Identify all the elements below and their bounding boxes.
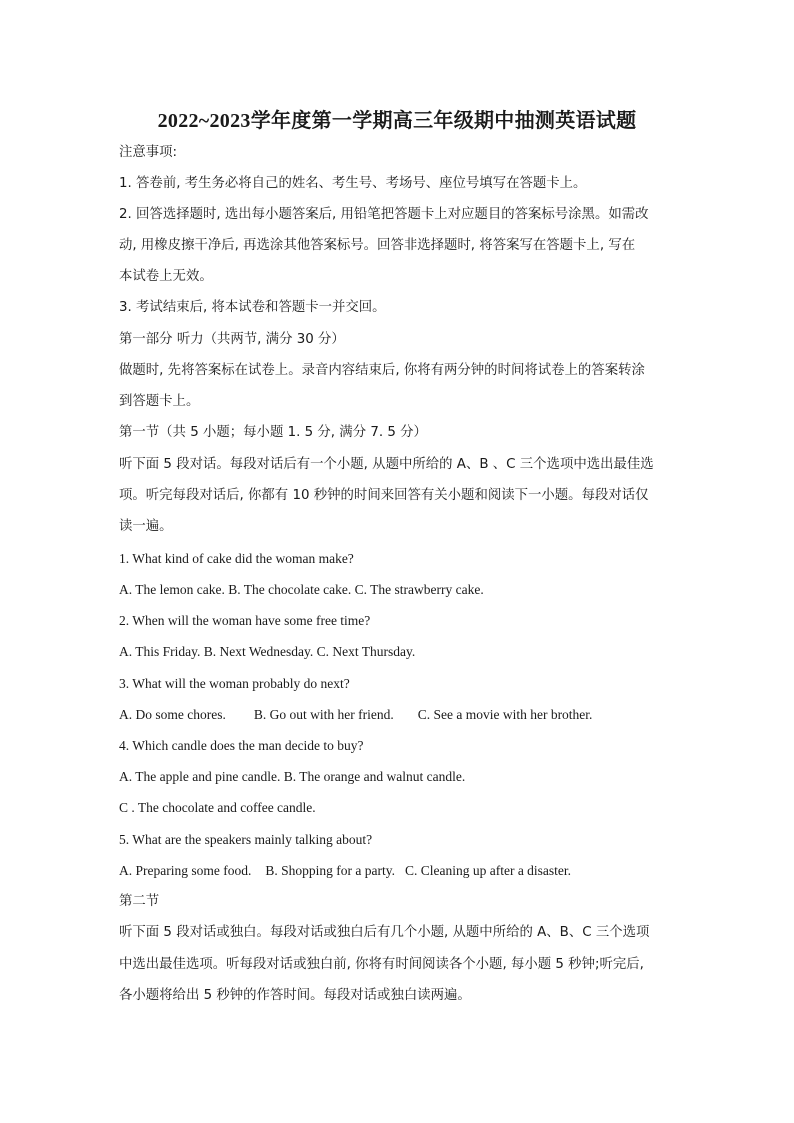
question-2: 2. When will the woman have some free time?: [119, 613, 371, 628]
question-3-option-c: C. See a movie with her brother.: [417, 707, 593, 722]
question-4: 4. Which candle does the man decide to buy?: [119, 738, 364, 753]
section2-intro-line-3: 各小题将给出 5 秒钟的作答时间。每段对话或独白读两遍。: [119, 988, 471, 1003]
page-title: 2022~2023学年度第一学期高三年级期中抽测英语试题: [157, 110, 637, 132]
question-4-options-line-1: A. The apple and pine candle. B. The orange and walnut candle.: [119, 769, 466, 784]
section2-intro-line-1: 听下面 5 段对话或独白。每段对话或独白后有几个小题, 从题中所给的 A、B、C 三个选项: [119, 925, 650, 940]
section1-heading: 第一节（共 5 小题；每小题 1. 5 分, 满分 7. 5 分）: [119, 425, 427, 440]
question-5-option-c: C. Cleaning up after a disaster.: [404, 863, 572, 878]
section2-intro-line-2: 中选出最佳选项。听每段对话或独白前, 你将有时间阅读各个小题, 每小题 5 秒钟;听完后,: [119, 957, 644, 972]
question-2-options: A. This Friday. B. Next Wednesday. C. Next Thursday.: [119, 644, 416, 659]
notice-item-1: 1. 答卷前, 考生务必将自己的姓名、考生号、考场号、座位号填写在答题卡上。: [119, 176, 587, 191]
question-3-options: [119, 706, 592, 724]
notice-item-2-line-3: 本试卷上无效。: [119, 269, 213, 284]
question-4-options-line-2: C . The chocolate and coffee candle.: [119, 800, 316, 815]
question-1-options: A. The lemon cake. B. The chocolate cake. C. The strawberry cake.: [119, 582, 484, 597]
notice-item-2-line-1: 2. 回答选择题时, 选出每小题答案后, 用铅笔把答题卡上对应题目的答案标号涂黑。如需改: [119, 207, 649, 222]
notice-item-3: 3. 考试结束后, 将本试卷和答题卡一并交回。: [119, 300, 386, 315]
section1-intro-line-2: 项。听完每段对话后, 你都有 10 秒钟的时间来回答有关小题和阅读下一小题。每段对话仅: [119, 488, 649, 503]
notice-item-2-line-2: 动, 用橡皮擦干净后, 再选涂其他答案标号。回答非选择题时, 将答案写在答题卡上, 写在: [119, 238, 636, 253]
question-3-option-a: A. Do some chores.: [119, 707, 226, 722]
part1-heading: 第一部分 听力（共两节, 满分 30 分）: [119, 332, 345, 347]
notice-heading: 注意事项:: [119, 145, 178, 160]
section1-intro-line-3: 读一遍。: [119, 519, 173, 534]
question-5-option-b: B. Shopping for a party.: [265, 863, 395, 878]
part1-intro-line-1: 做题时, 先将答案标在试卷上。录音内容结束后, 你将有两分钟的时间将试卷上的答案转涂: [119, 363, 645, 378]
section2-heading: 第二节: [119, 894, 160, 909]
question-1: 1. What kind of cake did the woman make?: [119, 551, 354, 566]
part1-intro-line-2: 到答题卡上。: [119, 394, 200, 409]
question-5-options: [119, 862, 571, 880]
question-3-option-b: B. Go out with her friend.: [253, 707, 394, 722]
section1-intro-line-1: 听下面 5 段对话。每段对话后有一个小题, 从题中所给的 A、B 、C 三个选项中选出最佳选: [119, 457, 654, 472]
question-5: 5. What are the speakers mainly talking about?: [119, 832, 373, 847]
question-5-option-a: A. Preparing some food.: [119, 863, 252, 878]
question-3: 3. What will the woman probably do next?: [119, 676, 350, 691]
